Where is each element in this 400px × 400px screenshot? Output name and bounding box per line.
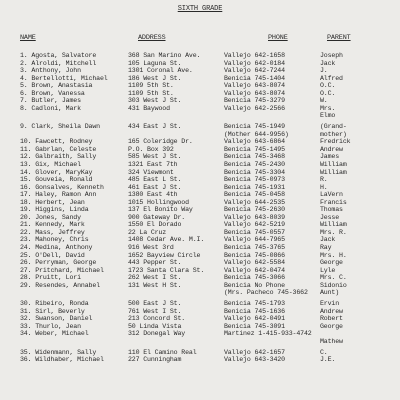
address: P.O. Box 392 (128, 145, 174, 153)
roster-row (0, 323, 400, 331)
phone: Vallejo 644-7965 (224, 236, 285, 244)
address: 1380 East 4th (128, 191, 178, 199)
student-name: 21. Kennedy, Mark (20, 221, 85, 229)
parent-name: Lyle (320, 266, 336, 274)
address: 1550 El Dorado (128, 221, 182, 229)
address: 443 Pepper St. (128, 259, 182, 267)
roster-row (0, 191, 400, 199)
phone: Vallejo 642-5584 (224, 259, 285, 267)
parent-name: Jack (320, 59, 336, 67)
phone: Benicia 745-1495 (224, 145, 285, 153)
student-name: 25. O'Dell, David (20, 251, 85, 259)
address: 324 Viewmont (128, 168, 174, 176)
roster-row (0, 176, 400, 184)
phone: Vallejo 642-7244 (224, 67, 285, 75)
address: 1652 Bayview Circle (128, 251, 201, 259)
roster-row (0, 259, 400, 267)
student-name: 14. Glover, MaryKay (20, 168, 93, 176)
phone: Benicia 745-3468 (224, 153, 285, 161)
roster-row (0, 338, 400, 346)
student-name: 13. Gix, Michael (20, 160, 81, 168)
roster-row (0, 267, 400, 275)
roster-row (0, 52, 400, 60)
roster-row (0, 252, 400, 260)
address: 312 Donegal Way (128, 330, 186, 338)
roster-list (0, 52, 400, 364)
phone: (Mother 644-9956) (224, 130, 289, 138)
roster-row (0, 221, 400, 229)
parent-name: J. (320, 67, 328, 75)
student-name: 22. Mass, Jeffrey (20, 228, 85, 236)
phone: Benicia 745-1931 (224, 183, 285, 191)
parent-name: Fredrick (320, 138, 351, 146)
phone: Benicia 745-1793 (224, 300, 285, 308)
parent-name: Francis (320, 198, 347, 206)
student-name: 30. Ribeiro, Ronda (20, 300, 89, 308)
student-name: 16. Gonsalves, Kenneth (20, 183, 104, 191)
roster-row (0, 82, 400, 90)
parent-name: Joseph (320, 52, 343, 59)
parent-name: Mathew (320, 337, 343, 345)
phone: Vallejo 642-2566 (224, 104, 285, 112)
student-name: 20. Jones, Sandy (20, 213, 81, 221)
parent-name: George (320, 259, 343, 267)
student-name: 9. Clark, Sheila Dawn (20, 123, 100, 131)
roster-row (0, 184, 400, 192)
parent-name: Mrs. H. (320, 251, 347, 259)
phone: Vallejo 642-1658 (224, 52, 285, 59)
address: 137 El Bonito Way (128, 206, 193, 214)
parent-name: mother) (320, 130, 347, 138)
roster-row (0, 282, 400, 290)
student-name: 1. Agosta, Salvatore (20, 52, 97, 59)
student-name: 23. Mahoney, Chris (20, 236, 89, 244)
address: 213 Concord St. (128, 315, 186, 323)
phone: Benicia 745-1404 (224, 74, 285, 82)
parent-name: William (320, 160, 347, 168)
roster-row (0, 199, 400, 207)
address: 105 Laguna St. (128, 59, 182, 67)
roster-row (0, 97, 400, 105)
student-name: 4. Bertellotti, Michael (20, 74, 108, 82)
roster-row (0, 169, 400, 177)
parent-name: O.C. (320, 89, 336, 97)
phone: Benicia 745-1636 (224, 307, 285, 315)
student-name: 7. Butler, James (20, 97, 81, 105)
parent-name: Mrs. R. (320, 228, 347, 236)
column-header-parent: PARENT (327, 34, 351, 42)
student-name: 35. Widenmann, Sally (20, 348, 97, 356)
address: 585 West J St. (128, 153, 182, 161)
parent-name: LaVern (320, 191, 343, 199)
phone: Benicia 745-3066 (224, 274, 285, 282)
address: 500 East J St. (128, 300, 182, 308)
phone: Benicia 745-2630 (224, 206, 285, 214)
address: 485 East L St. (128, 176, 182, 184)
column-header-address: ADDRESS (138, 34, 166, 42)
roster-row (0, 60, 400, 68)
parent-name: Mrs. (320, 104, 336, 112)
student-name: 29. Resendes, Annabel (20, 281, 100, 289)
roster-row (0, 236, 400, 244)
phone: Vallejo 642-0491 (224, 315, 285, 323)
address: 761 West I St. (128, 307, 182, 315)
student-name: 36. Wildhaber, Michael (20, 356, 104, 364)
address: 165 Coleridge Dr. (128, 138, 193, 146)
address: 50 Linda Vista (128, 322, 182, 330)
phone: Vallejo 642-0474 (224, 266, 285, 274)
address: 227 Cunningham (128, 356, 182, 364)
address: 22 La Cruz (128, 228, 167, 236)
parent-name: W. (320, 97, 328, 105)
parent-name: Mrs. C. (320, 274, 347, 282)
parent-name: Alfred (320, 74, 343, 82)
phone: Benicia 745-0866 (224, 251, 285, 259)
roster-row (0, 206, 400, 214)
student-name: 31. Sirl, Beverly (20, 307, 85, 315)
roster-row (0, 138, 400, 146)
student-name: 34. Weber, Michael (20, 330, 89, 338)
phone: Benicia No Phone (224, 281, 285, 289)
student-name: 32. Swanson, Daniel (20, 315, 93, 323)
phone: Vallejo 643-8074 (224, 89, 285, 97)
address: 1015 Hollingwood (128, 198, 189, 206)
roster-row (0, 153, 400, 161)
roster-row (0, 131, 400, 139)
phone: Benicia 745-2430 (224, 160, 285, 168)
address: 131 West H St. (128, 281, 182, 289)
roster-row (0, 214, 400, 222)
phone: Benicia 745-3304 (224, 168, 285, 176)
roster-row (0, 315, 400, 323)
roster-row (0, 161, 400, 169)
address: 110 El Camino Real (128, 348, 197, 356)
address: 916 West 3rd (128, 243, 174, 251)
phone: Benicia 745-1949 (224, 123, 285, 131)
roster-row (0, 67, 400, 75)
roster-row (0, 244, 400, 252)
phone: Vallejo 642-1657 (224, 348, 285, 356)
roster-row (0, 308, 400, 316)
parent-name: R. (320, 176, 328, 184)
parent-name: Aunt) (320, 289, 340, 297)
phone: (Mrs. Pacheco 745-3662 (224, 289, 308, 297)
student-name: 2. Alroldi, Mitchell (20, 59, 97, 67)
roster-row (0, 90, 400, 98)
roster-row (0, 289, 400, 297)
roster-row (0, 330, 400, 338)
parent-name: Elmo (320, 112, 336, 120)
student-name: 15. Gouveia, Ronald (20, 176, 93, 184)
phone: Benicia 745-0973 (224, 176, 285, 184)
parent-name: Thomas (320, 206, 343, 214)
column-header-name: NAME (20, 34, 36, 42)
address: 434 East J St. (128, 123, 182, 131)
phone: Benicia 745-3091 (224, 322, 285, 330)
phone: Vallejo 644-2535 (224, 198, 285, 206)
phone: Vallejo 643-3420 (224, 356, 285, 364)
roster-row (0, 229, 400, 237)
parent-name: Robert (320, 315, 343, 323)
student-name: 24. Medina, Anthony (20, 243, 93, 251)
phone: Benicia 745-3279 (224, 97, 285, 105)
roster-row (0, 146, 400, 154)
parent-name: Ervin (320, 300, 340, 308)
student-name: 12. Galbraith, Sally (20, 153, 97, 161)
parent-name: O.C. (320, 82, 336, 90)
address: 262 West I St. (128, 274, 182, 282)
parent-name: Jack (320, 236, 336, 244)
page-title: SIXTH GRADE (177, 5, 223, 13)
parent-name: George (320, 322, 343, 330)
student-name: 33. Thurlo, Jean (20, 322, 81, 330)
address: 431 Baywood (128, 104, 170, 112)
parent-name: James (320, 153, 340, 161)
phone: Vallejo 643-6864 (224, 138, 285, 146)
parent-name: H. (320, 183, 328, 191)
roster-row (0, 75, 400, 83)
parent-name: (Grand- (320, 123, 347, 131)
student-name: 17. Haley, Ramon Ann (20, 191, 97, 199)
address: 303 West J St. (128, 97, 182, 105)
parent-name: Ray (320, 243, 332, 251)
parent-name: Sidonio (320, 281, 347, 289)
student-name: 27. Pritchard, Michael (20, 266, 104, 274)
student-name: 19. Higgins, Linda (20, 206, 89, 214)
address: 1301 Coronal Ave. (128, 67, 193, 75)
phone: Vallejo 642-0184 (224, 59, 285, 67)
parent-name: J.E. (320, 356, 336, 364)
roster-row (0, 274, 400, 282)
parent-name: Andrew (320, 307, 343, 315)
roster-row (0, 300, 400, 308)
address: 900 Gateway Dr. (128, 213, 186, 221)
parent-name: C. (320, 348, 328, 356)
column-header-phone: PHONE (268, 34, 288, 42)
roster-row (0, 349, 400, 357)
address: 1109 5th St. (128, 82, 174, 90)
parent-name: William (320, 221, 347, 229)
phone: Vallejo 643-8039 (224, 213, 285, 221)
phone: Martinez 1-415-933-4742 (224, 330, 312, 338)
address: 1109 5th St. (128, 89, 174, 97)
student-name: 10. Fawcett, Rodney (20, 138, 93, 146)
address: 1408 Cedar Ave. M.I. (128, 236, 205, 244)
roster-row (0, 112, 400, 120)
parent-name: Andrew (320, 145, 343, 153)
student-name: 28. Pruitt, Lori (20, 274, 81, 282)
student-name: 8. Cadloni, Mark (20, 104, 81, 112)
address: 368 San Marino Ave. (128, 52, 201, 59)
phone: Vallejo 642-5219 (224, 221, 285, 229)
phone: Benicia 745-0557 (224, 228, 285, 236)
student-name: 18. Herbert, Jean (20, 198, 85, 206)
student-name: 26. Perryman, George (20, 259, 97, 267)
parent-name: William (320, 168, 347, 176)
student-name: 3. Anthony, John (20, 67, 81, 75)
address: 1321 East 7th (128, 160, 178, 168)
roster-row (0, 356, 400, 364)
address: 1723 Santa Clara St. (128, 266, 205, 274)
phone: Vallejo 643-8074 (224, 82, 285, 90)
address: 186 West J St. (128, 74, 182, 82)
roster-row (0, 105, 400, 113)
student-name: 5. Brown, Anastasia (20, 82, 93, 90)
parent-name: Jesse (320, 213, 340, 221)
roster-row (0, 123, 400, 131)
phone: Benicia 745-0458 (224, 191, 285, 199)
student-name: 11. Gabrlan, Celeste (20, 145, 97, 153)
address: 461 East J St. (128, 183, 182, 191)
phone: Benicia 745-3765 (224, 243, 285, 251)
student-name: 6. Brown, Vanessa (20, 89, 85, 97)
